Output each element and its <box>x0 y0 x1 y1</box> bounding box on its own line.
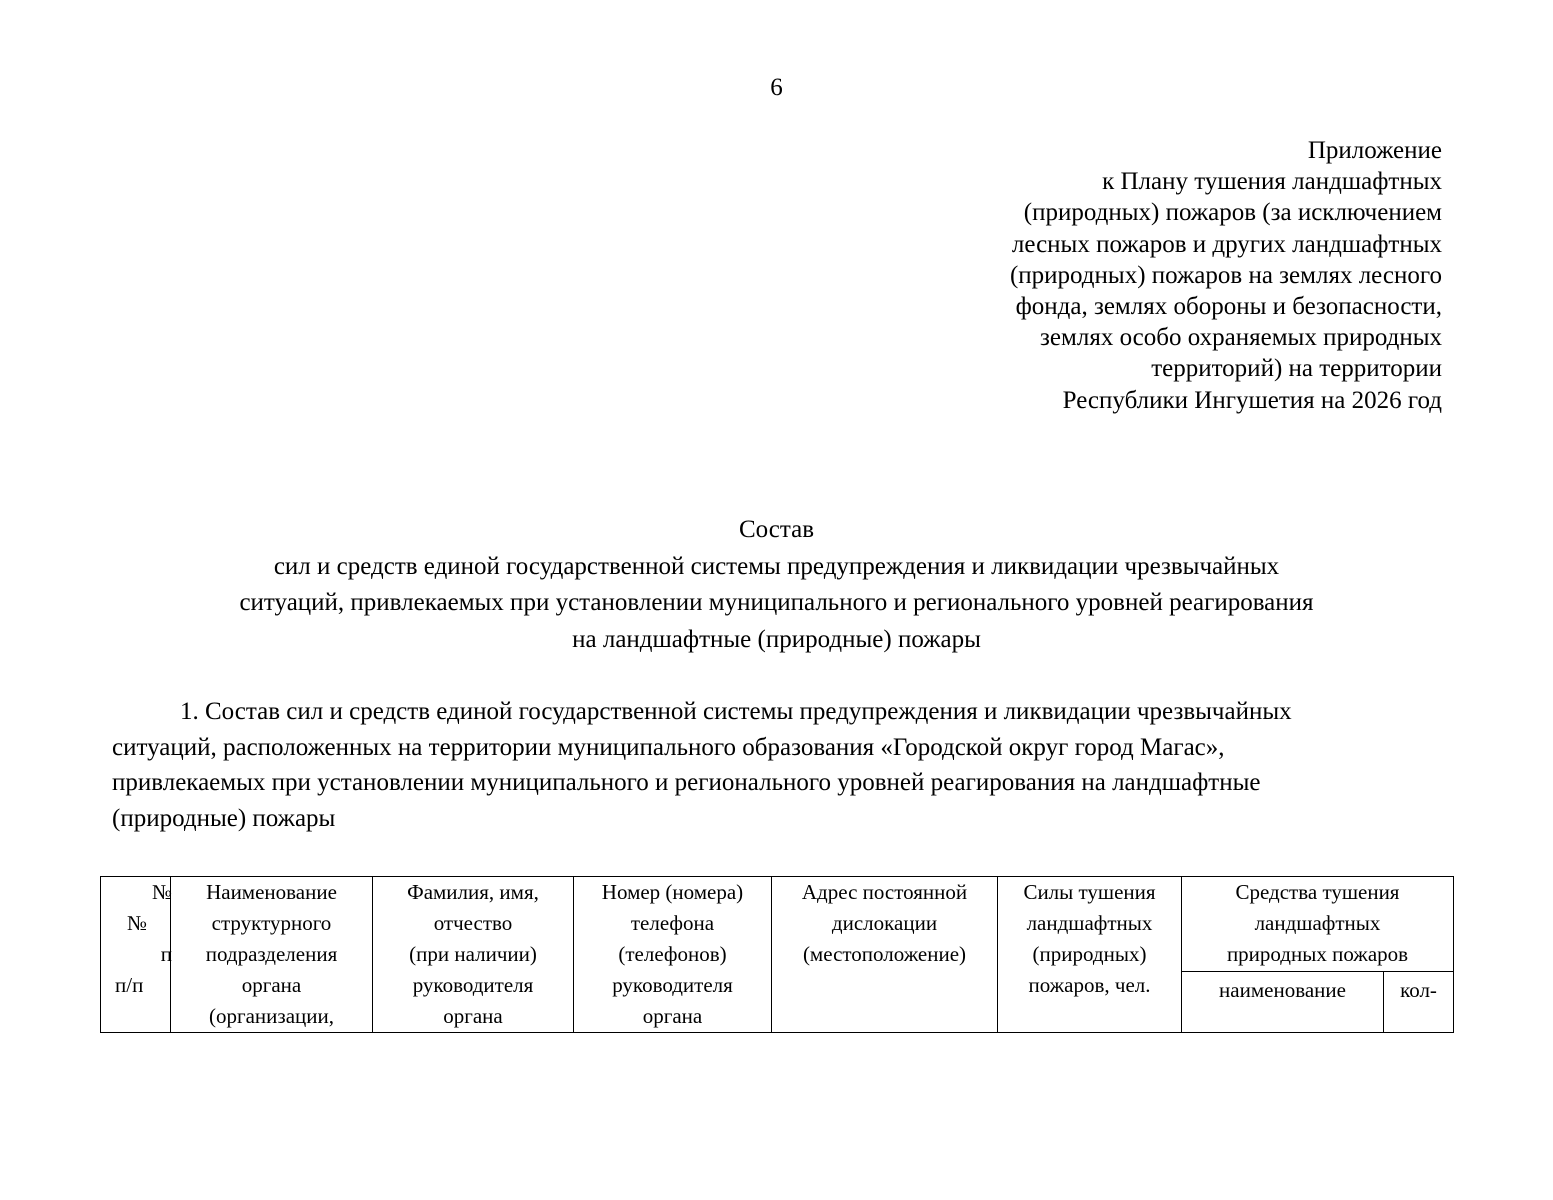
header-text: органа <box>642 1004 703 1028</box>
appendix-heading <box>842 135 1442 416</box>
title-line: ситуаций, привлекаемых при установлении муниципального и регионального уровней реагирования <box>239 589 1314 616</box>
forces-table <box>100 876 1454 1033</box>
header-text: кол- <box>1400 977 1437 1002</box>
appendix-line: землях особо охраняемых природных <box>1040 324 1442 352</box>
header-cell-means-name <box>1182 971 1384 1032</box>
header-text: природных пожаров <box>1226 942 1409 966</box>
header-text: Номер (номера) <box>601 880 744 904</box>
header-cell-address <box>772 877 998 1033</box>
header-text: Адрес постоянной <box>801 880 968 904</box>
header-text: Силы тушения <box>1023 880 1156 904</box>
appendix-line: лесных пожаров и других ландшафтных <box>1011 230 1442 258</box>
header-cell-head-name <box>373 877 574 1033</box>
paragraph-line: привлекаемых при установлении муниципального и регионального уровней реагирования на ландшафтные <box>112 769 1261 796</box>
number-header-fragment: п <box>160 942 172 966</box>
header-text: структурного <box>211 911 332 935</box>
title-line: сил и средств единой государственной системы предупреждения и ликвидации чрезвычайных <box>273 552 1280 580</box>
header-text: (телефонов) <box>618 942 727 966</box>
header-text: ландшафтных <box>1254 911 1381 935</box>
appendix-line: фонда, землях обороны и безопасности, <box>1015 293 1442 321</box>
appendix-line: Республики Ингушетия на 2026 год <box>1062 386 1442 414</box>
header-text: ландшафтных <box>1026 911 1153 935</box>
title-line: Состав <box>738 516 815 543</box>
header-text: телефона <box>630 911 715 935</box>
number-header-fragment: № <box>127 911 148 935</box>
appendix-line: (природных) пожаров на землях лесного <box>1009 261 1442 289</box>
appendix-line: Приложение <box>1307 137 1442 164</box>
header-text: руководителя <box>412 973 534 997</box>
header-text: пожаров, чел. <box>1028 973 1151 997</box>
header-text: (при наличии) <box>409 942 537 966</box>
header-text: (природных) <box>1032 942 1147 966</box>
number-header-fragment: № <box>151 880 172 904</box>
header-cell-number <box>101 877 171 1033</box>
appendix-line: (природных) пожаров (за исключением <box>1023 199 1442 227</box>
document-title <box>0 512 1553 658</box>
paragraph-line: ситуаций, расположенных на территории муниципального образования «Городской округ город Магас», <box>112 733 1225 761</box>
header-text: Фамилия, имя, <box>407 880 539 904</box>
header-text: органа <box>443 1004 503 1028</box>
paragraph-line: (природные) пожары <box>112 804 336 832</box>
header-cell-means-qty <box>1384 971 1454 1032</box>
header-text: отчество <box>433 911 513 935</box>
title-line: на ландшафтные (природные) пожары <box>572 625 981 653</box>
header-text: дислокации <box>831 911 938 935</box>
paragraph-line: 1. Состав сил и средств единой государственной системы предупреждения и ликвидации чрезвычайных <box>180 698 1292 725</box>
appendix-line: территорий) на территории <box>1151 355 1442 383</box>
header-text: наименование <box>1219 977 1346 1002</box>
header-text: органа <box>241 973 302 997</box>
header-cell-means <box>1182 877 1454 972</box>
header-cell-unit <box>171 877 373 1033</box>
section-1-paragraph <box>112 694 1452 836</box>
page-number: 6 <box>770 74 783 101</box>
header-cell-phone <box>574 877 772 1033</box>
header-text: (местоположение) <box>802 942 967 966</box>
header-text: (организации, <box>209 1004 334 1028</box>
number-header-fragment: п/п <box>115 973 144 997</box>
header-cell-forces <box>998 877 1182 1033</box>
header-text: подразделения <box>205 942 338 966</box>
header-text: Наименование <box>206 880 337 904</box>
appendix-line: к Плану тушения ландшафтных <box>1102 168 1442 196</box>
header-text: руководителя <box>612 973 733 997</box>
header-text: Средства тушения <box>1235 880 1400 904</box>
